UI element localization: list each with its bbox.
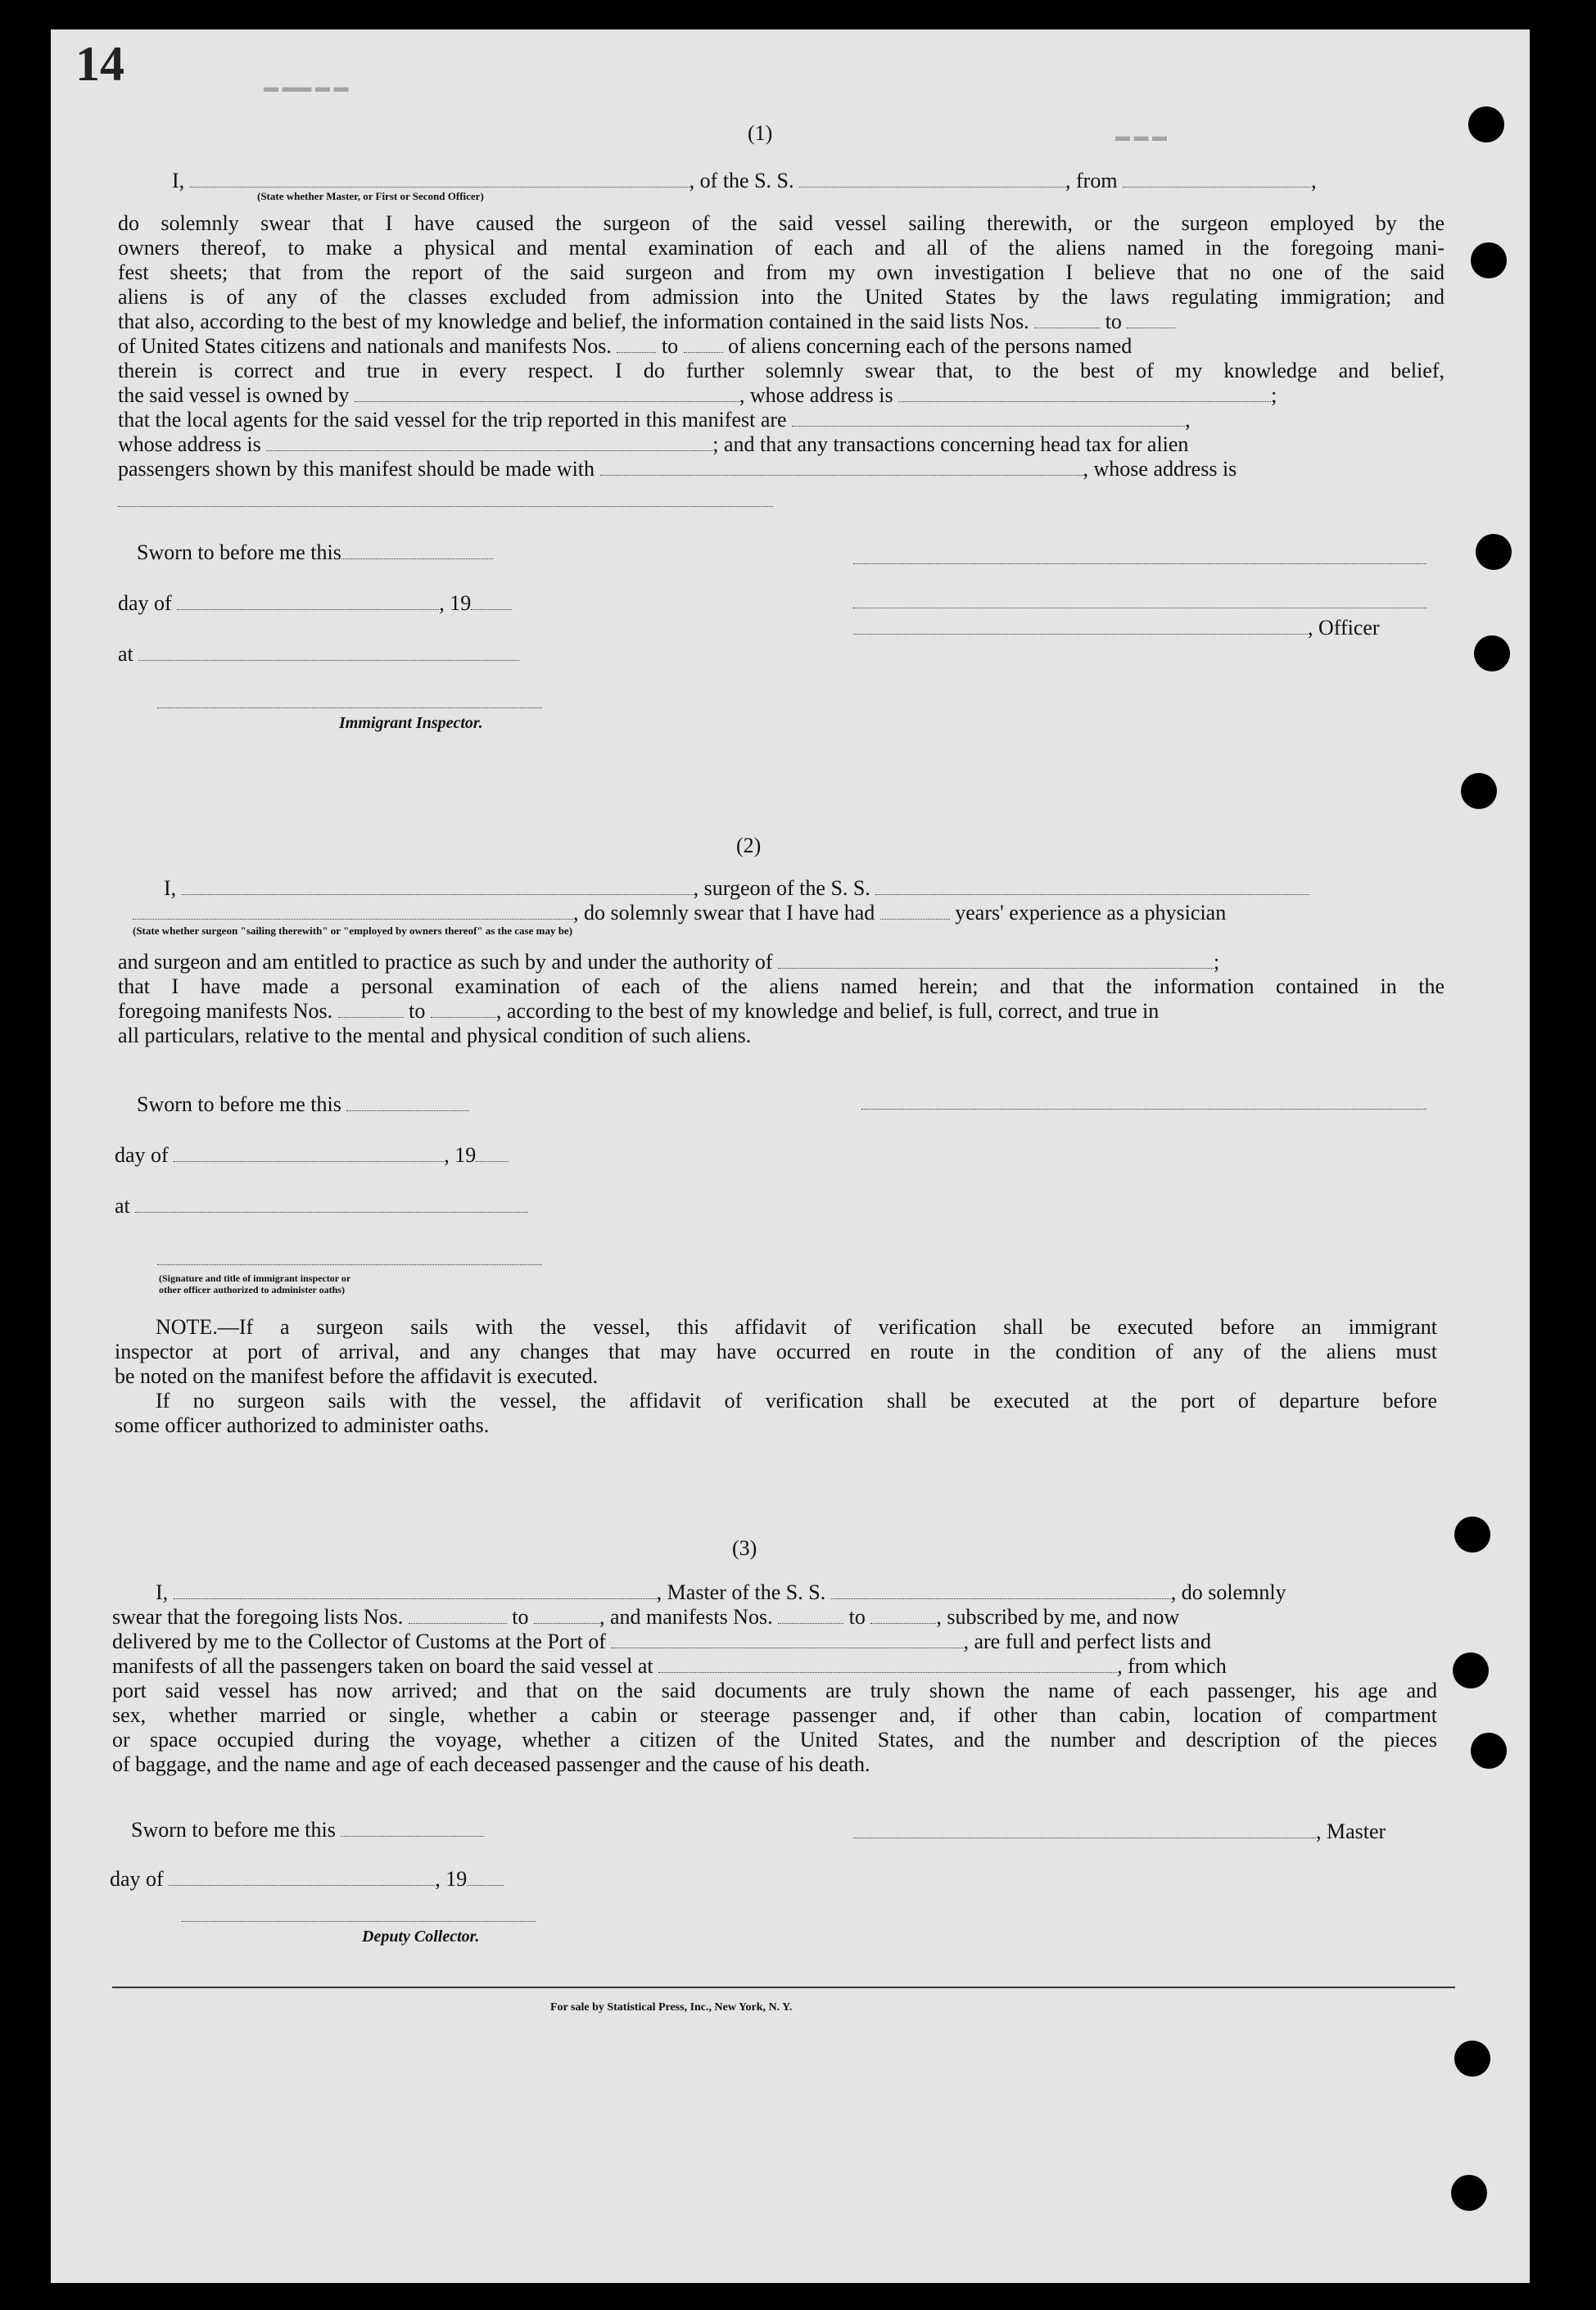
surgeon-name-field[interactable]: [182, 878, 694, 895]
corner-handwritten-mark: 14: [75, 37, 124, 91]
year-field[interactable]: [467, 1869, 504, 1886]
sec2-para-line: that I have made a personal examination of each of the aliens named herein; and that the information contained in the: [118, 974, 1445, 998]
sec2-at-line: at: [115, 1194, 528, 1218]
sec1-para-line: therein is correct and true in every respect. I do further solemnly swear that, to the best of my knowledge and belief,: [118, 359, 1445, 382]
manifest-affidavit-page: [51, 29, 1530, 2283]
head-tax-contact-field[interactable]: [600, 459, 1083, 476]
sec1-para-line: owners thereof, to make a physical and mental examination of each and all of the aliens named in the foregoing mani-: [118, 236, 1445, 260]
day-of-field[interactable]: [169, 1869, 435, 1886]
sworn-date-field[interactable]: [346, 1094, 469, 1111]
collector-signature-line[interactable]: [182, 1921, 536, 1922]
day-of-field[interactable]: [177, 593, 439, 610]
vessel-owner-field[interactable]: [355, 385, 739, 402]
sec2-sworn-line: Sworn to before me this: [137, 1092, 469, 1117]
note-line: be noted on the manifest before the affidavit is executed.: [115, 1364, 599, 1388]
officer-title-field[interactable]: [853, 617, 1308, 635]
year-field[interactable]: [476, 1145, 509, 1162]
officer-name-field[interactable]: [190, 170, 689, 188]
inspector-signature-line[interactable]: [157, 1264, 542, 1265]
note-line: inspector at port of arrival, and any changes that may have occurred en route in the condition of any of the aliens must: [115, 1340, 1437, 1363]
deputy-collector-label: Deputy Collector.: [362, 1928, 480, 1946]
section-1-number: (1): [748, 121, 773, 145]
sec2-day-line: day of , 19: [115, 1143, 509, 1168]
sec1-para-line: that the local agents for the said vessel for the trip reported in this manifest are ,: [118, 408, 1191, 432]
sec3-para-line: or space occupied during the voyage, whether a citizen of the United States, and the number and description of the pieces: [112, 1728, 1437, 1752]
sec1-para-line: that also, according to the best of my knowledge and belief, the information contained in the said lists Nos. to: [118, 310, 1176, 334]
alien-manifest-to-field[interactable]: [684, 336, 723, 353]
sec3-para-line: port said vessel has now arrived; and that on the said documents are truly shown the name of each passenger, his age and: [112, 1679, 1437, 1702]
master-name-field[interactable]: [174, 1582, 657, 1599]
officer-line: , Officer: [853, 616, 1380, 640]
year-field[interactable]: [471, 593, 512, 610]
local-agents-field[interactable]: [792, 409, 1185, 427]
section-2-number: (2): [736, 834, 762, 857]
sec3-day-line: day of , 19: [110, 1867, 504, 1892]
bleed-through-mark: ▬ ▬▬ ▬ ▬: [264, 79, 349, 95]
embark-port-field[interactable]: [658, 1656, 1117, 1673]
master-signature-field[interactable]: [853, 1821, 1316, 1838]
alien-manifest-from-field[interactable]: [617, 336, 656, 353]
sec3-para-line: of baggage, and the name and age of each deceased passenger and the cause of his death.: [112, 1752, 870, 1776]
citizen-list-from-field[interactable]: [1034, 311, 1100, 328]
head-tax-address-field[interactable]: [118, 506, 773, 507]
agents-address-field[interactable]: [266, 434, 712, 451]
binder-hole: [1468, 106, 1504, 142]
sec3-sworn-line: Sworn to before me this: [131, 1818, 484, 1842]
master-vessel-field[interactable]: [831, 1582, 1171, 1599]
binder-hole: [1454, 1517, 1490, 1553]
sec3-line-2: swear that the foregoing lists Nos. to , and manifests Nos. to , subscribed by me, and now: [112, 1605, 1180, 1629]
officer-signature-line-1[interactable]: [853, 563, 1426, 564]
sec3-line-3: delivered by me to the Collector of Customs at the Port of , are full and perfect lists and: [112, 1630, 1211, 1653]
vessel-name-field[interactable]: [799, 170, 1065, 188]
binder-hole: [1474, 635, 1510, 671]
binder-hole: [1451, 2175, 1487, 2211]
sec1-para-line: of United States citizens and nationals and manifests Nos. to of aliens concerning each of the persons named: [118, 334, 1133, 358]
note-line: If no surgeon sails with the vessel, the affidavit of verification shall be executed at the port of departure before: [156, 1389, 1437, 1413]
sworn-date-field[interactable]: [341, 542, 493, 559]
binder-hole: [1471, 1733, 1507, 1769]
at-place-field[interactable]: [138, 644, 519, 661]
lists-to-field[interactable]: [534, 1607, 599, 1624]
footer-rule: [112, 1987, 1455, 1988]
manifests-from-field[interactable]: [778, 1607, 843, 1624]
sec1-line-1: I, , of the S. S. , from ,: [172, 169, 1317, 192]
sec2-line-1: I, , surgeon of the S. S.: [164, 876, 1309, 901]
sec1-para-line: passengers shown by this manifest should be made with , whose address is: [118, 457, 1237, 481]
sig-caption: other officer authorized to administer oaths): [159, 1284, 345, 1295]
note-line: NOTE.—If a surgeon sails with the vessel, this affidavit of verification shall be executed before an immigrant: [156, 1315, 1437, 1339]
surgeon-status-field[interactable]: [133, 902, 573, 920]
sec3-line-4: manifests of all the passengers taken on board the said vessel at , from which: [112, 1654, 1227, 1678]
manifests-to-field[interactable]: [870, 1607, 936, 1624]
section-3-number: (3): [732, 1536, 757, 1560]
sec1-sworn-line: Sworn to before me this: [137, 540, 493, 565]
immigrant-inspector-label: Immigrant Inspector.: [339, 714, 483, 732]
sec2-caption: (State whether surgeon "sailing therewith" or "employed by owners thereof" as the case may be): [133, 924, 573, 937]
sec1-para-line: fest sheets; that from the report of the said surgeon and from my own investigation I believe that no one of the said: [118, 260, 1445, 284]
years-experience-field[interactable]: [880, 902, 950, 920]
sec3-line-1: I, , Master of the S. S. , do solemnly: [156, 1580, 1286, 1604]
sec2-line-3: and surgeon and am entitled to practice as such by and under the authority of ;: [118, 950, 1220, 974]
sec2-line-5: foregoing manifests Nos. to , according to the best of my knowledge and belief, is full, correct, and true in: [118, 999, 1160, 1023]
at-place-field[interactable]: [135, 1196, 528, 1213]
sworn-date-field[interactable]: [341, 1820, 484, 1837]
sec1-day-line: day of , 19: [118, 591, 512, 616]
sec1-at-line: at: [118, 642, 519, 667]
citizen-list-to-field[interactable]: [1127, 311, 1176, 328]
binder-hole: [1453, 1652, 1489, 1688]
sec1-para-line: do solemnly swear that I have caused the surgeon of the said vessel sailing therewith, or the surgeon employed by the: [118, 211, 1445, 235]
sec2-line-2: , do solemnly swear that I have had years' experience as a physician: [133, 901, 1226, 925]
day-of-field[interactable]: [174, 1145, 444, 1162]
owner-address-field[interactable]: [898, 385, 1271, 402]
port-field[interactable]: [611, 1631, 963, 1648]
printer-footer: For sale by Statistical Press, Inc., New York, N. Y.: [550, 2001, 793, 2014]
sec1-caption: (State whether Master, or First or Second Officer): [257, 190, 484, 202]
sec3-para-line: sex, whether married or single, whether a cabin or steerage passenger and, if other than cabin, location of compartment: [112, 1703, 1437, 1727]
practice-authority-field[interactable]: [778, 952, 1214, 969]
binder-hole: [1461, 773, 1497, 809]
sec1-para-line: whose address is ; and that any transactions concerning head tax for alien: [118, 432, 1189, 456]
departure-port-field[interactable]: [1123, 170, 1311, 188]
manifest-to-field[interactable]: [431, 1001, 496, 1018]
binder-hole: [1476, 534, 1512, 570]
sec2-line-6: all particulars, relative to the mental and physical condition of such aliens.: [118, 1024, 752, 1047]
inspector-signature-line[interactable]: [157, 707, 542, 708]
master-signature-line: , Master: [853, 1820, 1386, 1844]
note-line: some officer authorized to administer oaths.: [115, 1413, 490, 1437]
sec1-para-line: the said vessel is owned by , whose address is ;: [118, 383, 1277, 407]
surgeon-vessel-field[interactable]: [875, 878, 1309, 895]
lists-from-field[interactable]: [409, 1607, 507, 1624]
binder-hole: [1454, 2041, 1490, 2077]
bleed-through-mark: ▬ ▬ ▬: [1115, 128, 1167, 144]
surgeon-signature-line[interactable]: [861, 1109, 1426, 1110]
sec1-para-line: aliens is of any of the classes excluded from admission into the United States by the laws regulating immigration; and: [118, 285, 1445, 309]
manifest-from-field[interactable]: [338, 1001, 404, 1018]
sig-caption: (Signature and title of immigrant inspector or: [159, 1273, 351, 1284]
binder-hole: [1471, 242, 1507, 278]
